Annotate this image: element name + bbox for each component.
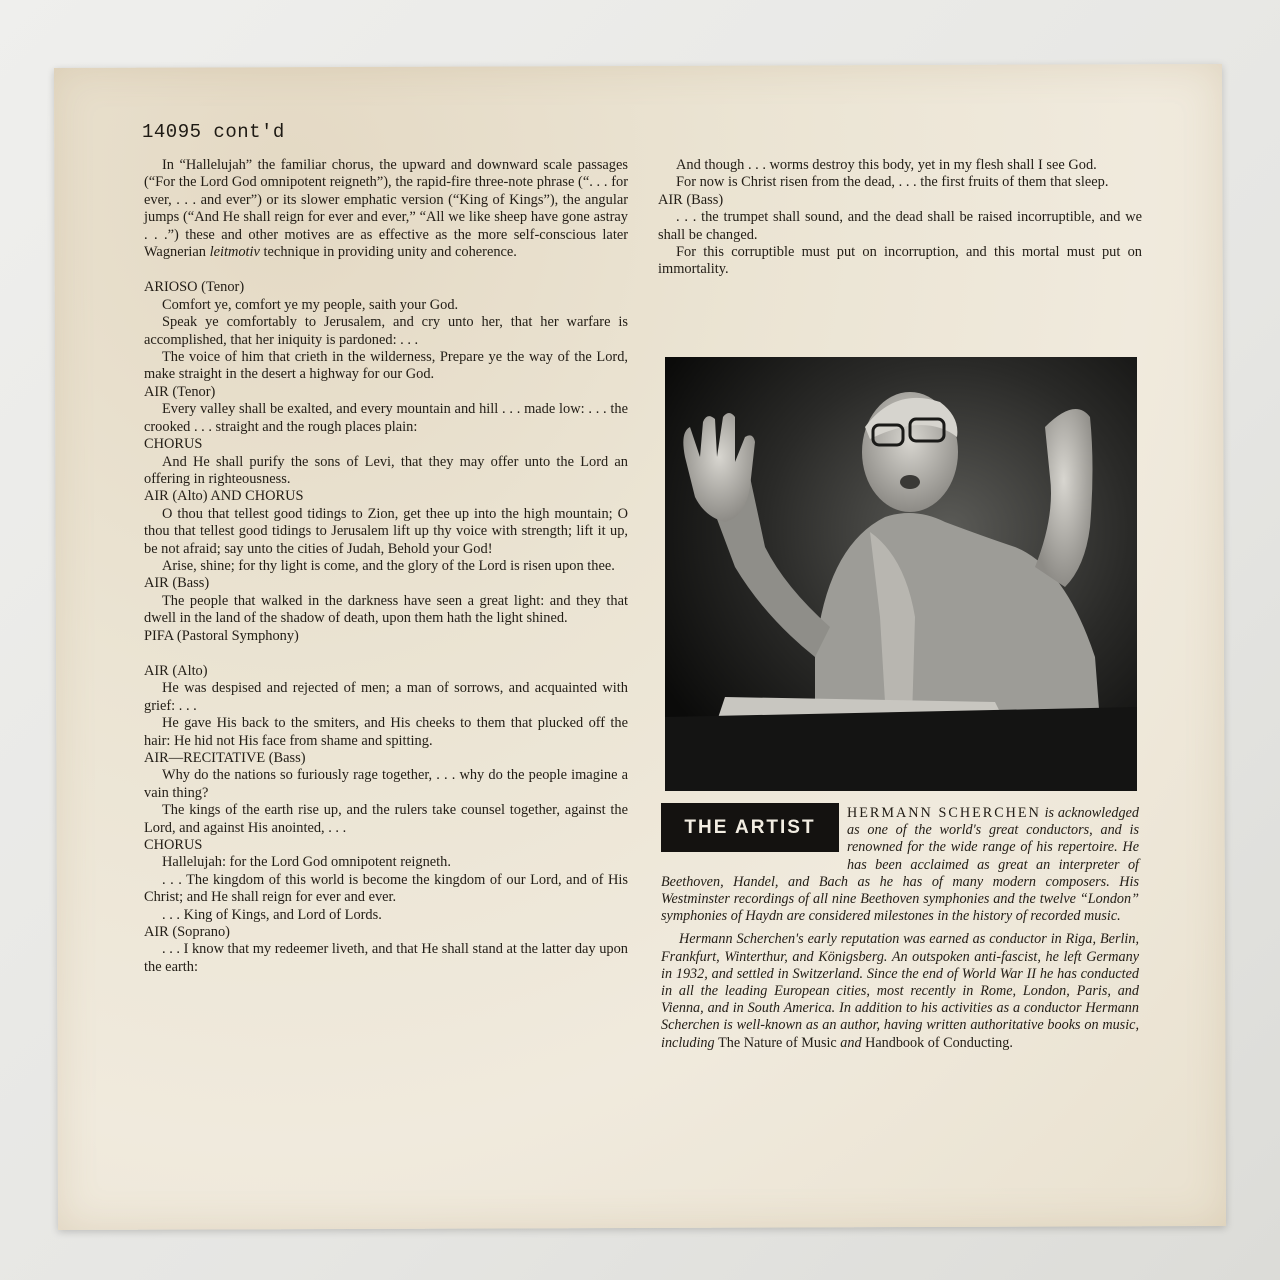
lyric-line: The kings of the earth rise up, and the rulers take counsel together, against the Lord, and against His anointed, . . . [144,802,628,836]
lyric-line: Arise, shine; for thy light is come, and the glory of the Lord is risen upon thee. [162,557,615,574]
bio-paragraph-2 [661,931,1139,1051]
section-heading: AIR (Bass) [658,191,724,208]
section-heading: AIR (Alto) AND CHORUS [144,488,304,505]
lyric-line: The people that walked in the darkness have seen a great light: and they that dwell in the land of the shadow of death, upon them hath the light shined. [144,592,628,627]
lyric-line: Every valley shall be exalted, and every mountain and hill . . . made low: . . . the crooked . . . straight and the rough places plain: [144,401,628,435]
lyric-line: Comfort ye, comfort ye my people, saith your God. [162,296,459,313]
bio-text-2: Hermann Scherchen's early reputation was earned as conductor in Riga, Berlin, Frankfurt, Winterthur, and Königsberg. An outspoken anti-fascist, he left Germany in 1932, and settled in Switzerland. Since the end of World War II he has conducted in all the leading European cities, most recently in Rome, London, Paris, and Vienna, and in South America. In addition to his activities as a conductor Hermann Scherchen is well-known as an author, having written authoritative books on music, including [661,931,1139,1051]
section-heading: AIR—RECITATIVE (Bass) [144,750,306,766]
left-column [144,157,628,976]
lyric-line: Why do the nations so furiously rage together, . . . why do the people imagine a vain thing? [144,767,628,801]
section-heading: PIFA (Pastoral Symphony) [144,627,299,644]
lyric-line: . . . I know that my redeemer liveth, and that He shall stand at the latter day upon the earth: [144,941,628,975]
lyric-line: And He shall purify the sons of Levi, that they may offer unto the Lord an offering in righteousness. [144,453,628,487]
section-heading: AIR (Soprano) [144,924,230,941]
intro-paragraph [144,157,628,261]
intro-text: In “Hallelujah” the familiar chorus, the upward and downward scale passages (“For the Lord God omnipotent reigneth”), the rapid-fire three-note phrase (“. . . for ever, . . . and ever”) or its slower emphatic version (“King of Kings”), the angular jumps (“And He shall reign for ever and ever,” “All we like sheep have gone astray . . .”) these and other motives are as effective as the more self-conscious later Wagnerian [144,157,628,261]
lyric-line: For this corruptible must put on incorruption, and this mortal must put on immortality. [658,244,1142,278]
artist-name: HERMANN SCHERCHEN [847,805,1041,821]
bio-and: and [840,1034,862,1051]
lyric-line: O thou that tellest good tidings to Zion, get thee up into the high mountain; O thou that tellest good tidings to Jerusalem lift up thy voice with strength; lift it up, be not afraid; say unto the cities of Judah, Behold your God! [144,505,628,557]
book-title-1: The Nature of Music [718,1034,837,1051]
lyric-line: . . . King of Kings, and Lord of Lords. [162,906,382,923]
lyric-line: And though . . . worms destroy this body, yet in my flesh shall I see God. [676,157,1097,173]
the-artist-label: THE ARTIST [661,803,839,852]
right-column [658,157,1142,279]
section-heading: CHORUS [144,837,203,854]
lyric-line: He was despised and rejected of men; a man of sorrows, and acquainted with grief: . . . [144,680,628,714]
lyric-line: Hallelujah: for the Lord God omnipotent reigneth. [162,854,451,871]
book-title-2: Handbook of Conducting. [865,1034,1013,1051]
lyric-line: For now is Christ risen from the dead, . . . the first fruits of them that sleep. [676,174,1109,191]
catalog-number: 14095 cont'd [142,121,285,143]
section-heading: CHORUS [144,436,203,453]
lyric-line: The voice of him that crieth in the wilderness, Prepare ye the way of the Lord, make straight in the desert a highway for our God. [144,349,628,383]
lyric-line: He gave His back to the smiters, and His cheeks to them that plucked off the hair: He hid not His face from shame and spitting. [144,715,628,749]
section-heading: AIR (Tenor) [144,383,216,400]
lyric-line: . . . the trumpet shall sound, and the dead shall be raised incorruptible, and we shall be changed. [658,209,1142,243]
conductor-photo-illustration [665,357,1137,791]
lyric-line: . . . The kingdom of this world is become the kingdom of our Lord, and of His Christ; and He shall reign for ever and ever. [144,871,628,906]
intro-text-end: technique in providing unity and coherence. [263,244,517,261]
section-heading: AIR (Alto) [144,662,208,679]
bio-text-1: is acknowledged as one of the world's great conductors, and is renowned for the wide range of his repertoire. He has been acclaimed as great an interpreter of Beethoven, Handel, and Bach as he has of many modern composers. His Westminster recordings of all nine Beethoven symphonies and the twelve “London” symphonies of Haydn are considered milestones in the history of recorded music. [661,805,1139,925]
lyric-line: Speak ye comfortably to Jerusalem, and cry unto her, that her warfare is accomplished, that her iniquity is pardoned: . . . [144,314,628,348]
artist-bio [661,805,1139,1052]
leitmotiv-term: leitmotiv [209,244,260,261]
conductor-photo [665,357,1137,791]
section-heading: ARIOSO (Tenor) [144,279,245,296]
section-heading: AIR (Bass) [144,575,210,592]
